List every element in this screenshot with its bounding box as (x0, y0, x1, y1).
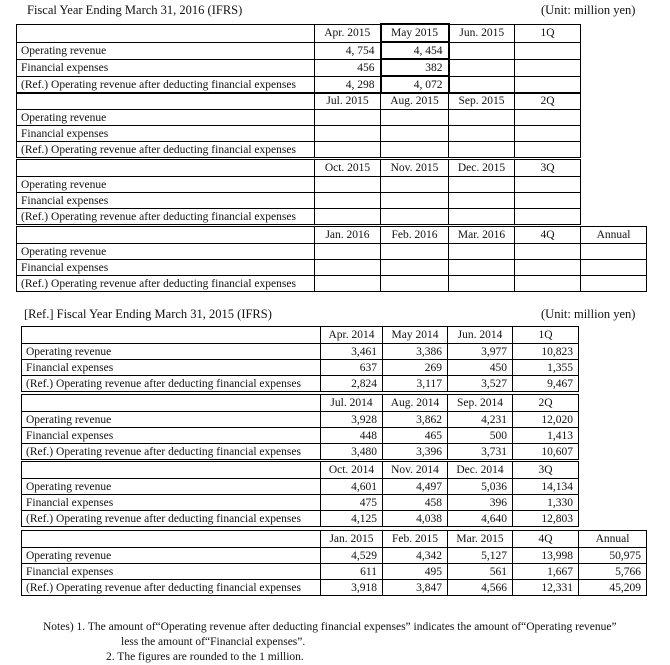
column-header: Apr. 2014 (321, 327, 383, 344)
column-header: Jan. 2016 (315, 227, 381, 244)
value-cell: 637 (321, 360, 383, 376)
fy2016-title: Fiscal Year Ending March 31, 2016 (IFRS) (27, 3, 243, 17)
value-cell: 3,928 (321, 412, 383, 428)
row-label: Financial expenses (17, 126, 315, 142)
row-label: Financial expenses (22, 428, 321, 444)
value-cell: 4,125 (321, 511, 383, 527)
value-cell (581, 244, 647, 260)
value-cell: 500 (448, 428, 513, 444)
value-cell: 5,036 (448, 479, 513, 495)
row-label: Financial expenses (22, 564, 321, 580)
value-cell: 2,824 (321, 376, 383, 392)
value-cell: 4, 298 (315, 76, 381, 93)
value-cell: 3,731 (448, 444, 513, 460)
value-cell (381, 177, 449, 193)
column-header: Sep. 2015 (449, 93, 515, 110)
value-cell: 3,918 (321, 580, 383, 596)
value-cell: 10,607 (513, 444, 579, 460)
value-cell (315, 276, 381, 292)
fy2016-quarter-2-table (16, 92, 581, 158)
value-cell (515, 126, 581, 142)
fy2015-unit-label: (Unit: million yen) (541, 307, 636, 321)
value-cell (515, 42, 581, 59)
value-cell: 10,823 (513, 344, 579, 360)
header-blank-cell (22, 327, 321, 344)
value-cell: 396 (448, 495, 513, 511)
value-cell (449, 126, 515, 142)
header-blank-cell (17, 93, 315, 110)
value-cell: 3,480 (321, 444, 383, 460)
row-label: (Ref.) Operating revenue after deducting financial expenses (17, 276, 315, 292)
column-header: Oct. 2014 (321, 462, 383, 479)
column-header: Oct. 2015 (315, 160, 381, 177)
header-blank-cell (17, 227, 315, 244)
value-cell: 456 (315, 59, 381, 76)
header-row (22, 531, 647, 548)
value-cell: 4,038 (383, 511, 448, 527)
value-cell (315, 260, 381, 276)
column-header: Feb. 2016 (381, 227, 449, 244)
value-cell: 3,386 (383, 344, 448, 360)
header-blank-cell (17, 160, 315, 177)
value-cell: 4,529 (321, 548, 383, 564)
column-header: Mar. 2015 (448, 531, 513, 548)
header-row (22, 327, 579, 344)
table-row (17, 110, 581, 126)
value-cell: 50,975 (579, 548, 647, 564)
column-header: 3Q (513, 462, 579, 479)
value-cell (515, 244, 581, 260)
column-header: Jun. 2014 (448, 327, 513, 344)
value-cell: 4,231 (448, 412, 513, 428)
value-cell (315, 126, 381, 142)
value-cell: 1,413 (513, 428, 579, 444)
table-row (22, 580, 647, 596)
value-cell (449, 42, 515, 59)
row-label: Financial expenses (17, 59, 315, 76)
value-cell (515, 142, 581, 158)
value-cell (381, 209, 449, 225)
value-cell: 3,862 (383, 412, 448, 428)
column-header: Aug. 2014 (383, 395, 448, 412)
value-cell (515, 177, 581, 193)
value-cell: 12,803 (513, 511, 579, 527)
row-label: (Ref.) Operating revenue after deducting financial expenses (17, 209, 315, 225)
row-label: Financial expenses (22, 360, 321, 376)
value-cell (515, 193, 581, 209)
value-cell: 3,977 (448, 344, 513, 360)
row-label: (Ref.) Operating revenue after deducting financial expenses (17, 142, 315, 158)
note-1-continued: less the amount of“Financial expenses”. (121, 636, 306, 648)
table-row (17, 276, 647, 292)
value-cell: 269 (383, 360, 448, 376)
value-cell (515, 260, 581, 276)
row-label: Financial expenses (22, 495, 321, 511)
value-cell (581, 260, 647, 276)
value-cell (381, 193, 449, 209)
value-cell: 45,209 (579, 580, 647, 596)
value-cell (381, 110, 449, 126)
value-cell: 4,640 (448, 511, 513, 527)
column-header: Aug. 2015 (381, 93, 449, 110)
value-cell: 448 (321, 428, 383, 444)
value-cell: 4,566 (448, 580, 513, 596)
header-row (22, 462, 579, 479)
value-cell: 450 (448, 360, 513, 376)
table-row (17, 126, 581, 142)
column-header: Feb. 2015 (383, 531, 448, 548)
table-row (17, 76, 581, 93)
table-row (22, 564, 647, 580)
row-label: (Ref.) Operating revenue after deducting financial expenses (22, 376, 321, 392)
column-header: 2Q (515, 93, 581, 110)
value-cell (515, 59, 581, 76)
table-row (22, 344, 579, 360)
value-cell (515, 276, 581, 292)
value-cell: 5,127 (448, 548, 513, 564)
value-cell: 12,331 (513, 580, 579, 596)
value-cell: 611 (321, 564, 383, 580)
value-cell (449, 110, 515, 126)
table-row (22, 428, 579, 444)
value-cell (381, 260, 449, 276)
table-row (17, 260, 647, 276)
header-blank-cell (22, 462, 321, 479)
table-row (22, 548, 647, 564)
header-row (17, 160, 581, 177)
value-cell: 4,601 (321, 479, 383, 495)
note-1 (43, 620, 617, 635)
table-row (22, 444, 579, 460)
column-header: Dec. 2015 (449, 160, 515, 177)
table-row (22, 495, 579, 511)
value-cell (449, 177, 515, 193)
value-cell (315, 177, 381, 193)
value-cell (381, 126, 449, 142)
row-label: Financial expenses (17, 260, 315, 276)
column-header: May 2014 (383, 327, 448, 344)
column-header: 1Q (513, 327, 579, 344)
value-cell: 4, 072 (381, 76, 449, 93)
notes-prefix: Notes) (43, 621, 74, 633)
column-header: Annual (579, 531, 647, 548)
row-label: Operating revenue (17, 42, 315, 59)
value-cell: 12,020 (513, 412, 579, 428)
value-cell: 465 (383, 428, 448, 444)
value-cell (449, 276, 515, 292)
value-cell: 4, 454 (381, 42, 449, 59)
row-label: Operating revenue (22, 412, 321, 428)
value-cell: 4, 754 (315, 42, 381, 59)
fy2015-title: [Ref.] Fiscal Year Ending March 31, 2015 (IFRS) (24, 307, 272, 321)
value-cell (449, 193, 515, 209)
header-blank-cell (22, 531, 321, 548)
table-row (17, 142, 581, 158)
header-row (17, 24, 581, 42)
column-header: Jun. 2015 (449, 24, 515, 42)
value-cell: 1,667 (513, 564, 579, 580)
row-label: Operating revenue (22, 548, 321, 564)
column-header: 4Q (513, 531, 579, 548)
value-cell: 3,461 (321, 344, 383, 360)
header-row (17, 227, 647, 244)
value-cell: 475 (321, 495, 383, 511)
table-row (17, 193, 581, 209)
value-cell (315, 142, 381, 158)
value-cell: 495 (383, 564, 448, 580)
table-row (17, 244, 647, 260)
row-label: Operating revenue (17, 244, 315, 260)
value-cell: 14,134 (513, 479, 579, 495)
table-row (22, 412, 579, 428)
fy2016-quarter-4-table (16, 226, 647, 292)
fy2015-quarter-4-table (21, 530, 647, 596)
value-cell (515, 76, 581, 93)
column-header: Nov. 2014 (383, 462, 448, 479)
row-label: Operating revenue (22, 479, 321, 495)
value-cell (449, 260, 515, 276)
value-cell: 3,847 (383, 580, 448, 596)
table-row (17, 209, 581, 225)
column-header: 2Q (513, 395, 579, 412)
value-cell (449, 76, 515, 93)
value-cell (581, 276, 647, 292)
column-header: Apr. 2015 (315, 24, 381, 42)
column-header: 1Q (515, 24, 581, 42)
fy2016-quarter-3-table (16, 159, 581, 225)
column-header: Jul. 2015 (315, 93, 381, 110)
value-cell: 13,998 (513, 548, 579, 564)
notes (43, 620, 617, 665)
value-cell: 9,467 (513, 376, 579, 392)
value-cell: 382 (381, 59, 449, 76)
row-label: Financial expenses (17, 193, 315, 209)
value-cell: 3,117 (383, 376, 448, 392)
column-header: Jan. 2015 (321, 531, 383, 548)
value-cell: 458 (383, 495, 448, 511)
row-label: (Ref.) Operating revenue after deducting financial expenses (22, 444, 321, 460)
value-cell: 4,342 (383, 548, 448, 564)
note-2: 2. The figures are rounded to the 1 million. (106, 651, 304, 663)
column-header: Dec. 2014 (448, 462, 513, 479)
row-label: (Ref.) Operating revenue after deducting financial expenses (22, 580, 321, 596)
header-row (22, 395, 579, 412)
column-header: Mar. 2016 (449, 227, 515, 244)
value-cell: 4,497 (383, 479, 448, 495)
header-blank-cell (17, 24, 315, 42)
row-label: (Ref.) Operating revenue after deducting financial expenses (22, 511, 321, 527)
note-1-text: 1. The amount of“Operating revenue after deducting financial expenses” indicates the amount of“Operating revenue” (76, 621, 617, 633)
table-row (17, 42, 581, 59)
value-cell (315, 193, 381, 209)
column-header: 4Q (515, 227, 581, 244)
value-cell (515, 110, 581, 126)
value-cell (315, 209, 381, 225)
value-cell: 3,396 (383, 444, 448, 460)
fy2015-quarter-1-table (21, 326, 579, 392)
value-cell (315, 244, 381, 260)
value-cell: 1,330 (513, 495, 579, 511)
fy2016-quarter-1-table (16, 23, 581, 94)
value-cell (515, 209, 581, 225)
value-cell: 3,527 (448, 376, 513, 392)
table-row (22, 511, 579, 527)
column-header: May 2015 (381, 24, 449, 42)
column-header: 3Q (515, 160, 581, 177)
value-cell (381, 142, 449, 158)
table-row (22, 376, 579, 392)
value-cell (381, 244, 449, 260)
header-blank-cell (22, 395, 321, 412)
value-cell (315, 110, 381, 126)
column-header: Annual (581, 227, 647, 244)
header-row (17, 93, 581, 110)
table-row (17, 177, 581, 193)
table-row (22, 479, 579, 495)
column-header: Nov. 2015 (381, 160, 449, 177)
fy2015-quarter-2-table (21, 394, 579, 460)
value-cell (449, 142, 515, 158)
fy2016-unit-label: (Unit: million yen) (541, 3, 636, 17)
table-row (17, 59, 581, 76)
value-cell (449, 59, 515, 76)
value-cell (449, 244, 515, 260)
column-header: Sep. 2014 (448, 395, 513, 412)
fy2015-quarter-3-table (21, 461, 579, 527)
row-label: Operating revenue (17, 177, 315, 193)
value-cell: 561 (448, 564, 513, 580)
table-row (22, 360, 579, 376)
row-label: Operating revenue (17, 110, 315, 126)
row-label: (Ref.) Operating revenue after deducting financial expenses (17, 76, 315, 93)
value-cell: 5,766 (579, 564, 647, 580)
value-cell (449, 209, 515, 225)
column-header: Jul. 2014 (321, 395, 383, 412)
value-cell: 1,355 (513, 360, 579, 376)
value-cell (381, 276, 449, 292)
row-label: Operating revenue (22, 344, 321, 360)
